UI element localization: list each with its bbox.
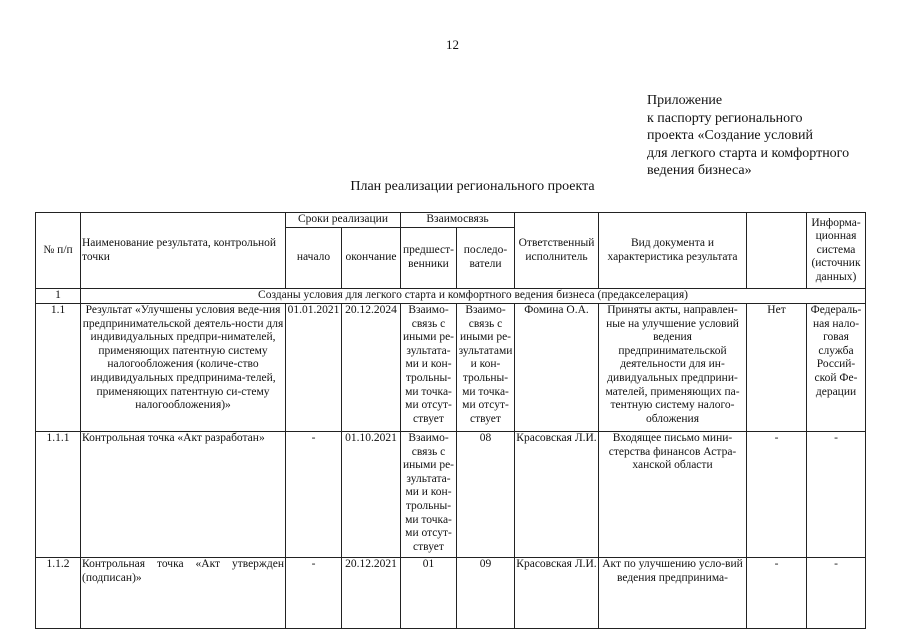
page-number: 12	[446, 37, 459, 52]
row-level: -	[747, 432, 807, 558]
row-name: Контрольная точка «Акт разработан»	[81, 432, 286, 558]
table-row	[36, 558, 866, 629]
row-info-system: -	[807, 558, 866, 629]
row-num: 1.1.1	[36, 432, 81, 558]
implementation-plan-table	[35, 212, 866, 629]
header-end: окончание	[342, 228, 401, 289]
section-text: Созданы условия для легкого старта и комфортного ведения бизнеса (предакселерация)	[81, 289, 866, 304]
row-responsible: Фомина О.А.	[515, 304, 599, 432]
row-level: -	[747, 558, 807, 629]
document-title: План реализации регионального проекта	[350, 179, 595, 194]
row-doc-type: Входящее письмо мини-стерства финансов Астра-ханской области	[599, 432, 747, 558]
appendix-line: к паспорту регионального	[647, 110, 803, 126]
row-start: -	[286, 558, 342, 629]
row-info-system: Федераль-ная нало-говая служба Россий-ской Фе-дерации	[807, 304, 866, 432]
row-responsible: Красовская Л.И.	[515, 432, 599, 558]
appendix-note	[647, 92, 897, 180]
header-row-top	[36, 213, 866, 228]
header-links-group: Взаимосвязь	[401, 213, 515, 228]
header-num: № п/п	[36, 213, 81, 289]
row-num: 1.1.2	[36, 558, 81, 629]
appendix-line: ведения бизнеса»	[647, 163, 752, 178]
row-successors: 08	[457, 432, 515, 558]
header-successors: последо-ватели	[457, 228, 515, 289]
section-num: 1	[36, 289, 81, 304]
header-level	[747, 213, 807, 289]
header-start: начало	[286, 228, 342, 289]
row-end: 01.10.2021	[342, 432, 401, 558]
appendix-line: проекта «Создание условий	[647, 128, 813, 143]
section-row	[36, 289, 866, 304]
row-info-system: -	[807, 432, 866, 558]
row-successors: Взаимо-связь с иными ре-зультатами и кон-трольны-ми точка-ми отсут-ствует	[457, 304, 515, 432]
row-level: Нет	[747, 304, 807, 432]
row-num: 1.1	[36, 304, 81, 432]
header-responsible: Ответственный исполнитель	[515, 213, 599, 289]
row-responsible: Красовская Л.И.	[515, 558, 599, 629]
row-start: -	[286, 432, 342, 558]
appendix-line: для легкого старта и комфортного	[647, 145, 850, 161]
row-predecessors: 01	[401, 558, 457, 629]
header-doc-type: Вид документа и характеристика результата	[599, 213, 747, 289]
row-doc-type: Акт по улучшению усло-вий ведения предпринима-	[599, 558, 747, 629]
header-predecessors: предшест-венники	[401, 228, 457, 289]
table-row	[36, 432, 866, 558]
header-info-system: Информа-ционная система (источник данных)	[807, 213, 866, 289]
header-name: Наименование результата, контрольной точки	[81, 213, 286, 289]
appendix-line: Приложение	[647, 93, 723, 108]
row-name: Результат «Улучшены условия веде-ния предпринимательской деятель-ности для индивидуальных предпри-нимателей, применяющих патентную систему налогообложения (количе-ство индивидуальных предпринима-телей, применяющих патентную си-стему налогообложения)»	[81, 304, 286, 432]
row-start: 01.01.2021	[286, 304, 342, 432]
row-predecessors: Взаимо-связь с иными ре-зультата-ми и кон-трольны-ми точка-ми отсут-ствует	[401, 304, 457, 432]
row-doc-type: Приняты акты, направлен-ные на улучшение условий ведения предпринимательской деятельности для ин-дивидуальных предприни-мателей, применяющих па-тентную систему налого-обложения	[599, 304, 747, 432]
row-successors: 09	[457, 558, 515, 629]
row-end: 20.12.2021	[342, 558, 401, 629]
row-end: 20.12.2024	[342, 304, 401, 432]
row-name: Контрольная точка «Акт утвержден (подписан)»	[81, 558, 286, 629]
row-predecessors: Взаимо-связь с иными ре-зультата-ми и кон-трольны-ми точка-ми отсут-ствует	[401, 432, 457, 558]
table-row	[36, 304, 866, 432]
header-dates-group: Сроки реализации	[286, 213, 401, 228]
